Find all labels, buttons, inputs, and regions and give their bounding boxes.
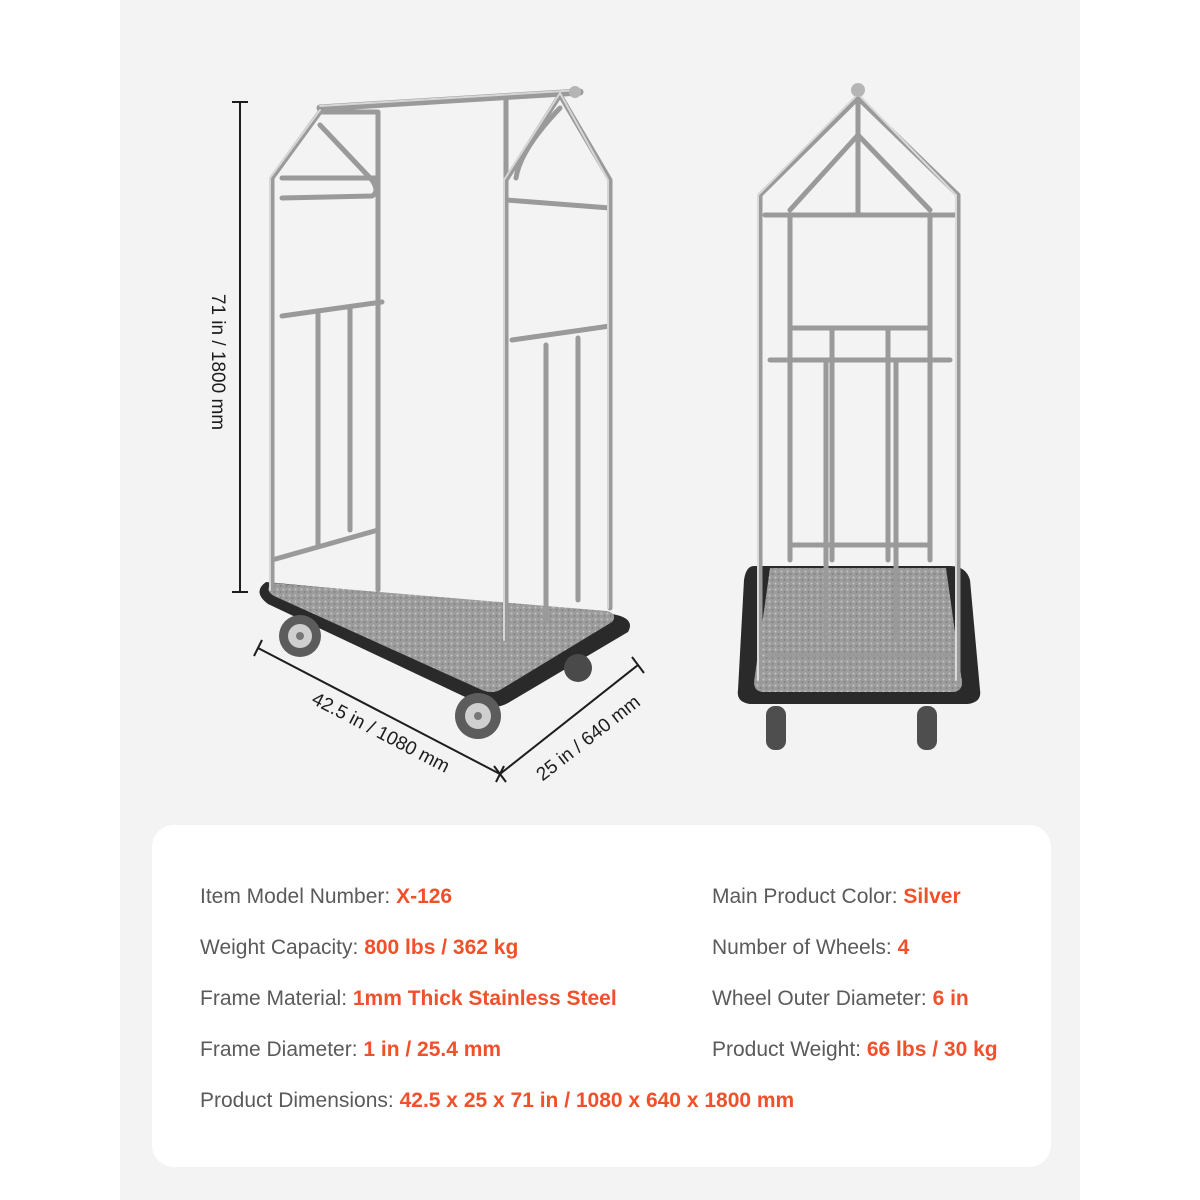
cart-side-view (259, 86, 630, 739)
height-label: 71 in / 1800 mm (207, 293, 228, 431)
spec-product-weight (712, 1038, 998, 1062)
wheel (564, 654, 592, 682)
wheel (279, 615, 321, 657)
cart-front-view (738, 83, 981, 750)
spec-frame-diameter (200, 1038, 501, 1062)
spec-product-dimensions (200, 1089, 794, 1113)
spec-value: 4 (897, 936, 910, 959)
width-label: 25 in / 640 mm (532, 691, 645, 786)
spec-label: Main Product Color: (712, 885, 904, 908)
spec-wheels (712, 936, 909, 960)
spec-label: Wheel Outer Diameter: (712, 987, 933, 1010)
spec-value: 1 in / 25.4 mm (363, 1038, 502, 1061)
spec-label: Product Dimensions: (200, 1089, 400, 1112)
wheel (766, 706, 786, 750)
length-label: 42.5 in / 1080 mm (308, 688, 453, 778)
spec-wheel-diameter (712, 987, 969, 1011)
spec-label: Weight Capacity: (200, 936, 365, 959)
spec-material (200, 987, 617, 1011)
spec-label: Frame Diameter: (200, 1038, 364, 1061)
spec-value: 1mm Thick Stainless Steel (352, 987, 617, 1010)
spec-label: Item Model Number: (200, 885, 397, 908)
spec-label: Frame Material: (200, 987, 353, 1010)
spec-value: 66 lbs / 30 kg (866, 1038, 998, 1061)
dimension-height (232, 102, 248, 592)
carpet-platform (754, 568, 962, 692)
wheel (917, 706, 937, 750)
spec-card (152, 825, 1051, 1167)
spec-capacity (200, 936, 518, 960)
spec-value: 42.5 x 25 x 71 in / 1080 x 640 x 1800 mm (399, 1089, 795, 1112)
spec-value: 800 lbs / 362 kg (364, 936, 519, 959)
spec-label: Product Weight: (712, 1038, 867, 1061)
wheel (455, 693, 501, 739)
spec-model (200, 885, 452, 909)
spec-label: Number of Wheels: (712, 936, 898, 959)
spec-value: X-126 (396, 885, 453, 908)
spec-value: 6 in (932, 987, 969, 1010)
spec-color (712, 885, 961, 909)
spec-value: Silver (903, 885, 961, 908)
